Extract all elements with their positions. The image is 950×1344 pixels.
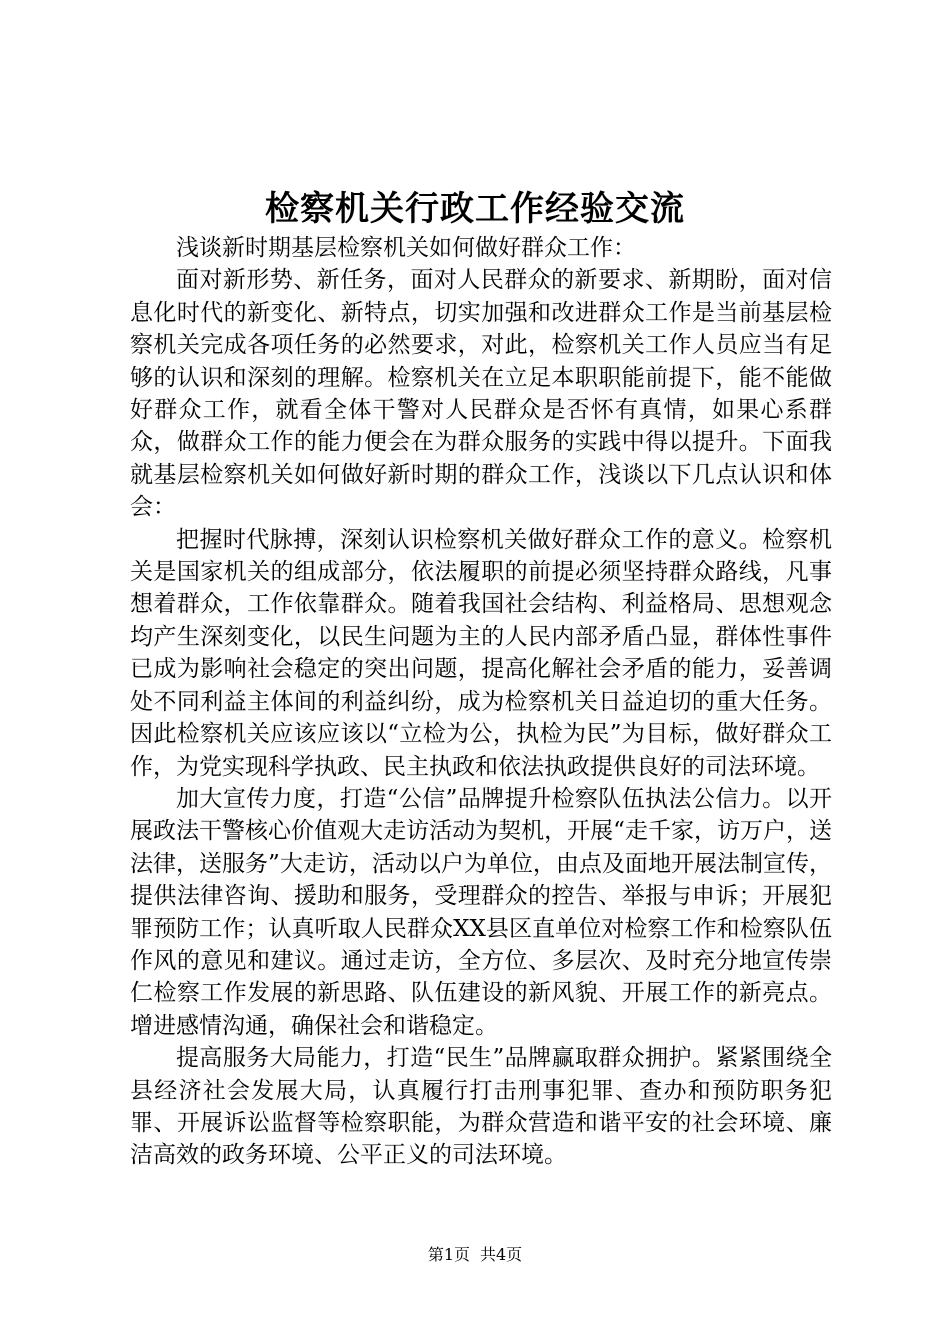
document-title: 检察机关行政工作经验交流 [265, 189, 685, 229]
body-paragraph-2: 把握时代脉搏，深刻认识检察机关做好群众工作的意义。检察机关是国家机关的组成部分，依法履职的前提必须坚持群众路线，凡事想着群众，工作依靠群众。随着我国社会结构、利益格局、思想观念均产生深刻变化，以民生问题为主的人民内部矛盾凸显，群体性事件已成为影响社会稳定的突出问题，提高化解社会矛盾的能力，妥善调处不同利益主体间的利益纠纷，成为检察机关日益迫切的重大任务。因此检察机关应该应该以“立检为公，执检为民”为目标，做好群众工作，为党实现科学执政、民主执政和依法执政提供良好的司法环境。 [130, 526, 832, 780]
body-paragraph-3: 加大宣传力度，打造“公信”品牌提升检察队伍执法公信力。以开展政法干警核心价值观大走访活动为契机，开展“走千家，访万户，送法律，送服务”大走访，活动以户为单位，由点及面地开展法制宣传，提供法律咨询、援助和服务，受理群众的控告、举报与申诉；开展犯罪预防工作；认真听取人民群众XX县区直单位对检察工作和检察队伍作风的意见和建议。通过走访，全方位、多层次、及时充分地宣传崇仁检察工作发展的新思路、队伍建设的新风貌、开展工作的新亮点。增进感情沟通，确保社会和谐稳定。 [130, 785, 832, 1039]
page-footer [0, 1244, 950, 1266]
page-total: 共4页 [480, 1245, 523, 1264]
document-body [130, 232, 832, 1172]
intro-paragraph: 浅谈新时期基层检察机关如何做好群众工作： [176, 235, 636, 261]
page-number: 第1页 [427, 1245, 470, 1264]
body-paragraph-4: 提高服务大局能力，打造“民生”品牌赢取群众拥护。紧紧围绕全县经济社会发展大局，认真履行打击刑事犯罪、查办和预防职务犯罪、开展诉讼监督等检察职能，为群众营造和谐平安的社会环境、廉洁高效的政务环境、公平正义的司法环境。 [130, 1045, 832, 1169]
body-paragraph-1: 面对新形势、新任务，面对人民群众的新要求、新期盼，面对信息化时代的新变化、新特点，切实加强和改进群众工作是当前基层检察机关完成各项任务的必然要求，对此，检察机关工作人员应当有足够的认识和深刻的理解。检察机关在立足本职职能前提下，能不能做好群众工作，就看全体干警对人民群众是否怀有真情，如果心系群众，做群众工作的能力便会在为群众服务的实践中得以提升。下面我就基层检察机关如何做好新时期的群众工作，浅谈以下几点认识和体会： [130, 267, 832, 521]
